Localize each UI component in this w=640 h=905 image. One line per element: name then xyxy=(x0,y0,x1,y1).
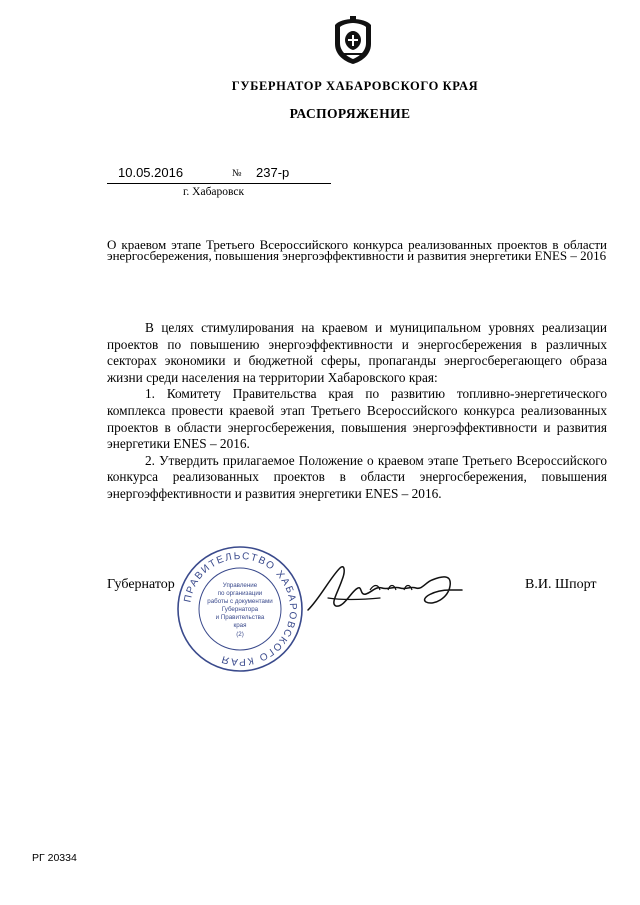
document-date: 10.05.2016 xyxy=(118,165,184,180)
signatory-role: Губернатор xyxy=(107,577,175,592)
number-sign: № xyxy=(232,168,242,179)
stamp-ring-text: ПРАВИТЕЛЬСТВО ХАБАРОВСКОГО КРАЯ xyxy=(182,550,299,668)
stamp-line-5: и Правительства xyxy=(215,614,265,621)
signatory-name: В.И. Шпорт xyxy=(525,577,597,592)
stamp-line-2: по организации xyxy=(217,590,263,597)
issuer-title: ГУБЕРНАТОР ХАБАРОВСКОГО КРАЯ xyxy=(231,79,479,93)
stamp-line-6: края xyxy=(233,622,247,629)
stamp-line-4: Губернатора xyxy=(221,606,259,613)
coat-of-arms-icon xyxy=(332,16,374,66)
stamp-line-7: (2) xyxy=(236,631,244,638)
stamp-line-1: Управление xyxy=(222,582,258,589)
official-stamp xyxy=(174,543,306,675)
document-type: РАСПОРЯЖЕНИЕ xyxy=(289,106,411,121)
document-subject: О краевом этапе Третьего Всероссийского конкурса реализованных проектов в области энергосбережения, повышения энергоэффективности и развития энергетики ENES – 2016 xyxy=(107,237,607,263)
body-paragraph-item-2: 2. Утвердить прилагаемое Положение о краевом этапе Третьего Всероссийского конкурса реализованных проектов в области энергосбережения, повышения энергоэффективности и развития энергетики ENES – 2016. xyxy=(107,452,607,501)
body-paragraph-item-1: 1. Комитету Правительства края по развитию топливно-энергетического комплекса провести краевой этап Третьего Всероссийского конкурса реализованных проектов в области энергосбережения, повышения энергоэффективности и развития энергетики ENES – 2016. xyxy=(107,386,607,452)
stamp-line-3: работы с документами xyxy=(207,598,273,605)
document-number: 237-р xyxy=(256,165,290,180)
document-body xyxy=(107,320,607,503)
body-paragraph-preamble: В целях стимулирования на краевом и муниципальном уровнях реализации проектов по повышению энергоэффективности и энергосбережения в различных секторах экономики и бюджетной сферы, пропаганды энергосберегающего образа жизни среди населения на территории Хабаровского края: xyxy=(107,320,607,385)
handwritten-signature xyxy=(300,560,465,618)
registry-code: РГ 20334 xyxy=(32,852,77,864)
document-city: г. Хабаровск xyxy=(183,186,245,198)
